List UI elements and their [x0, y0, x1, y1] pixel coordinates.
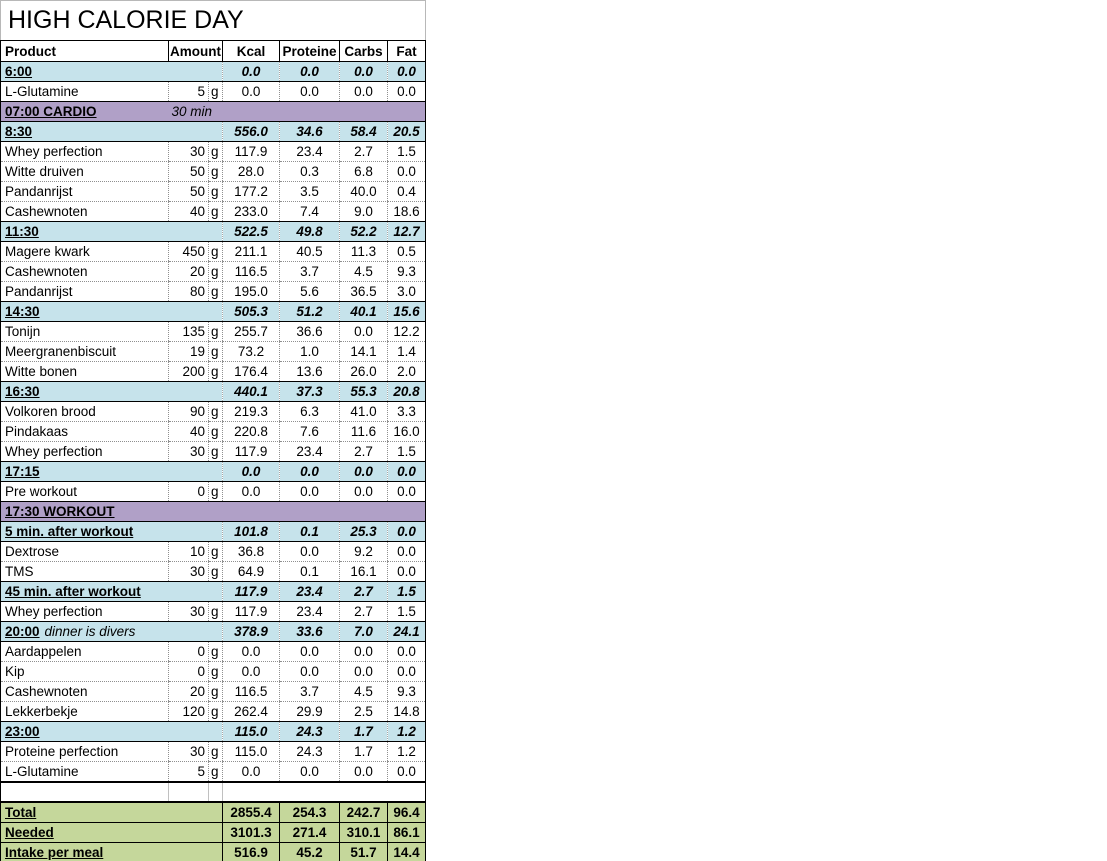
- activity-note-cell[interactable]: 30 min: [169, 102, 223, 122]
- fat-cell[interactable]: 1.4: [388, 342, 426, 362]
- fat-cell[interactable]: 12.7: [388, 222, 426, 242]
- proteine-cell[interactable]: 3.7: [280, 262, 340, 282]
- kcal-cell[interactable]: 117.9: [223, 442, 280, 462]
- item-row: [1, 402, 426, 422]
- fat-cell[interactable]: 0.0: [388, 662, 426, 682]
- product-cell[interactable]: Proteine perfection: [1, 742, 169, 762]
- fat-cell[interactable]: 14.8: [388, 702, 426, 722]
- section-label-cell[interactable]: 8:30: [1, 122, 223, 142]
- fat-cell[interactable]: 0.0: [388, 462, 426, 482]
- fat-cell[interactable]: 15.6: [388, 302, 426, 322]
- empty-cell[interactable]: [209, 782, 223, 802]
- amount-cell[interactable]: 10: [169, 542, 209, 562]
- product-cell[interactable]: Pandanrijst: [1, 182, 169, 202]
- empty-row: [1, 782, 426, 802]
- fat-cell[interactable]: 96.4: [388, 802, 426, 823]
- meal-table: [0, 40, 426, 861]
- fat-cell[interactable]: 0.0: [388, 62, 426, 82]
- carbs-cell[interactable]: 11.3: [340, 242, 388, 262]
- kcal-cell[interactable]: 0.0: [223, 762, 280, 783]
- proteine-cell[interactable]: 0.3: [280, 162, 340, 182]
- item-row: [1, 262, 426, 282]
- product-cell[interactable]: Kip: [1, 662, 169, 682]
- unit-cell[interactable]: g: [209, 202, 223, 222]
- product-cell[interactable]: Witte druiven: [1, 162, 169, 182]
- carbs-cell[interactable]: 9.0: [340, 202, 388, 222]
- section-row: [1, 522, 426, 542]
- proteine-cell[interactable]: 23.4: [280, 142, 340, 162]
- carbs-cell[interactable]: 41.0: [340, 402, 388, 422]
- amount-cell[interactable]: 135: [169, 322, 209, 342]
- carbs-cell[interactable]: 4.5: [340, 682, 388, 702]
- fat-cell[interactable]: 0.0: [388, 562, 426, 582]
- total-label-cell[interactable]: Intake per meal: [1, 843, 223, 861]
- column-header-carbs[interactable]: Carbs: [340, 41, 388, 62]
- product-cell[interactable]: Cashewnoten: [1, 202, 169, 222]
- item-row: [1, 742, 426, 762]
- fat-cell[interactable]: 2.0: [388, 362, 426, 382]
- column-header-product[interactable]: Product: [1, 41, 169, 62]
- fat-cell[interactable]: 86.1: [388, 823, 426, 843]
- amount-cell[interactable]: 30: [169, 742, 209, 762]
- fat-cell[interactable]: 0.0: [388, 642, 426, 662]
- proteine-cell[interactable]: 40.5: [280, 242, 340, 262]
- amount-cell[interactable]: 20: [169, 262, 209, 282]
- fat-cell[interactable]: 1.5: [388, 442, 426, 462]
- fat-cell[interactable]: 20.8: [388, 382, 426, 402]
- product-cell[interactable]: Cashewnoten: [1, 682, 169, 702]
- fat-cell[interactable]: 9.3: [388, 682, 426, 702]
- item-row: [1, 362, 426, 382]
- total-label-cell[interactable]: Needed: [1, 823, 223, 843]
- fat-cell[interactable]: 0.0: [388, 762, 426, 783]
- unit-cell[interactable]: g: [209, 402, 223, 422]
- item-row: [1, 282, 426, 302]
- proteine-cell[interactable]: 23.4: [280, 582, 340, 602]
- kcal-cell[interactable]: 0.0: [223, 82, 280, 102]
- carbs-cell[interactable]: 25.3: [340, 522, 388, 542]
- kcal-cell[interactable]: 0.0: [223, 462, 280, 482]
- item-row: [1, 82, 426, 102]
- unit-cell[interactable]: g: [209, 342, 223, 362]
- unit-cell[interactable]: g: [209, 262, 223, 282]
- carbs-cell[interactable]: 40.1: [340, 302, 388, 322]
- proteine-cell[interactable]: 49.8: [280, 222, 340, 242]
- proteine-cell[interactable]: 34.6: [280, 122, 340, 142]
- empty-cell[interactable]: [223, 782, 280, 802]
- proteine-cell[interactable]: 0.0: [280, 542, 340, 562]
- proteine-cell[interactable]: 13.6: [280, 362, 340, 382]
- unit-cell[interactable]: g: [209, 682, 223, 702]
- carbs-cell[interactable]: 0.0: [340, 462, 388, 482]
- item-row: [1, 182, 426, 202]
- item-row: [1, 542, 426, 562]
- carbs-cell[interactable]: 55.3: [340, 382, 388, 402]
- kcal-cell[interactable]: 233.0: [223, 202, 280, 222]
- unit-cell[interactable]: g: [209, 242, 223, 262]
- kcal-cell[interactable]: 440.1: [223, 382, 280, 402]
- kcal-cell[interactable]: 220.8: [223, 422, 280, 442]
- carbs-cell[interactable]: 2.7: [340, 602, 388, 622]
- section-label-cell[interactable]: 20:00 dinner is divers: [1, 622, 223, 642]
- item-row: [1, 322, 426, 342]
- unit-cell[interactable]: g: [209, 482, 223, 502]
- carbs-cell[interactable]: 2.7: [340, 142, 388, 162]
- unit-cell[interactable]: g: [209, 162, 223, 182]
- item-row: [1, 702, 426, 722]
- page-title: HIGH CALORIE DAY: [8, 6, 244, 34]
- kcal-cell[interactable]: 36.8: [223, 542, 280, 562]
- proteine-cell[interactable]: 0.0: [280, 762, 340, 783]
- unit-cell[interactable]: g: [209, 602, 223, 622]
- empty-cell[interactable]: [388, 782, 426, 802]
- section-label-cell[interactable]: 6:00: [1, 62, 223, 82]
- proteine-cell[interactable]: 37.3: [280, 382, 340, 402]
- kcal-cell[interactable]: 116.5: [223, 262, 280, 282]
- item-row: [1, 422, 426, 442]
- product-cell[interactable]: L-Glutamine: [1, 762, 169, 783]
- activity-row: [1, 102, 426, 122]
- total-row: [1, 843, 426, 861]
- proteine-cell[interactable]: 1.0: [280, 342, 340, 362]
- amount-cell[interactable]: 19: [169, 342, 209, 362]
- fat-cell[interactable]: 3.3: [388, 402, 426, 422]
- item-row: [1, 762, 426, 783]
- kcal-cell[interactable]: 556.0: [223, 122, 280, 142]
- amount-cell[interactable]: 30: [169, 442, 209, 462]
- fat-cell[interactable]: 0.0: [388, 82, 426, 102]
- product-cell[interactable]: Volkoren brood: [1, 402, 169, 422]
- product-cell[interactable]: Magere kwark: [1, 242, 169, 262]
- carbs-cell[interactable]: 310.1: [340, 823, 388, 843]
- proteine-cell[interactable]: 0.0: [280, 662, 340, 682]
- kcal-cell[interactable]: 115.0: [223, 742, 280, 762]
- item-row: [1, 602, 426, 622]
- product-cell[interactable]: Whey perfection: [1, 442, 169, 462]
- product-cell[interactable]: Witte bonen: [1, 362, 169, 382]
- empty-cell[interactable]: [169, 782, 209, 802]
- amount-cell[interactable]: 0: [169, 642, 209, 662]
- product-cell[interactable]: Whey perfection: [1, 602, 169, 622]
- kcal-cell[interactable]: 211.1: [223, 242, 280, 262]
- fat-cell[interactable]: 9.3: [388, 262, 426, 282]
- header-row: [1, 41, 426, 62]
- proteine-cell[interactable]: 51.2: [280, 302, 340, 322]
- product-cell[interactable]: Cashewnoten: [1, 262, 169, 282]
- carbs-cell[interactable]: 9.2: [340, 542, 388, 562]
- carbs-cell[interactable]: 0.0: [340, 482, 388, 502]
- unit-cell[interactable]: g: [209, 542, 223, 562]
- unit-cell[interactable]: g: [209, 742, 223, 762]
- item-row: [1, 662, 426, 682]
- fat-cell[interactable]: 0.0: [388, 542, 426, 562]
- proteine-cell[interactable]: 36.6: [280, 322, 340, 342]
- carbs-cell[interactable]: 242.7: [340, 802, 388, 823]
- carbs-cell[interactable]: 0.0: [340, 662, 388, 682]
- amount-cell[interactable]: 50: [169, 162, 209, 182]
- section-row: [1, 722, 426, 742]
- carbs-cell[interactable]: 6.8: [340, 162, 388, 182]
- section-label-cell[interactable]: 45 min. after workout: [1, 582, 223, 602]
- section-row: [1, 122, 426, 142]
- amount-cell[interactable]: 20: [169, 682, 209, 702]
- activity-row: [1, 502, 426, 522]
- total-row: [1, 802, 426, 823]
- carbs-cell[interactable]: 0.0: [340, 322, 388, 342]
- proteine-cell[interactable]: 0.0: [280, 482, 340, 502]
- column-header-fat[interactable]: Fat: [388, 41, 426, 62]
- product-cell[interactable]: Lekkerbekje: [1, 702, 169, 722]
- unit-cell[interactable]: g: [209, 142, 223, 162]
- proteine-cell[interactable]: 0.1: [280, 522, 340, 542]
- amount-cell[interactable]: 40: [169, 202, 209, 222]
- kcal-cell[interactable]: 505.3: [223, 302, 280, 322]
- product-cell[interactable]: Dextrose: [1, 542, 169, 562]
- proteine-cell[interactable]: 5.6: [280, 282, 340, 302]
- item-row: [1, 682, 426, 702]
- amount-cell[interactable]: 450: [169, 242, 209, 262]
- proteine-cell[interactable]: 24.3: [280, 742, 340, 762]
- item-row: [1, 202, 426, 222]
- proteine-cell[interactable]: 45.2: [280, 843, 340, 861]
- fat-cell[interactable]: 16.0: [388, 422, 426, 442]
- fat-cell[interactable]: 12.2: [388, 322, 426, 342]
- proteine-cell[interactable]: 6.3: [280, 402, 340, 422]
- section-label-cell[interactable]: 16:30: [1, 382, 223, 402]
- carbs-cell[interactable]: 1.7: [340, 742, 388, 762]
- activity-label-cell[interactable]: 17:30 WORKOUT: [1, 502, 169, 522]
- proteine-cell[interactable]: 7.4: [280, 202, 340, 222]
- unit-cell[interactable]: g: [209, 422, 223, 442]
- amount-cell[interactable]: 50: [169, 182, 209, 202]
- proteine-cell[interactable]: 254.3: [280, 802, 340, 823]
- amount-cell[interactable]: 80: [169, 282, 209, 302]
- section-label-cell[interactable]: 5 min. after workout: [1, 522, 223, 542]
- proteine-cell[interactable]: 7.6: [280, 422, 340, 442]
- proteine-cell[interactable]: 23.4: [280, 442, 340, 462]
- proteine-cell[interactable]: 0.0: [280, 462, 340, 482]
- kcal-cell[interactable]: 176.4: [223, 362, 280, 382]
- product-cell[interactable]: Aardappelen: [1, 642, 169, 662]
- carbs-cell[interactable]: 51.7: [340, 843, 388, 861]
- fat-cell[interactable]: 20.5: [388, 122, 426, 142]
- proteine-cell[interactable]: 24.3: [280, 722, 340, 742]
- fat-cell[interactable]: 1.5: [388, 582, 426, 602]
- item-row: [1, 242, 426, 262]
- carbs-cell[interactable]: 40.0: [340, 182, 388, 202]
- amount-cell[interactable]: 30: [169, 142, 209, 162]
- carbs-cell[interactable]: 58.4: [340, 122, 388, 142]
- kcal-cell[interactable]: 117.9: [223, 142, 280, 162]
- proteine-cell[interactable]: 3.5: [280, 182, 340, 202]
- unit-cell[interactable]: g: [209, 662, 223, 682]
- carbs-cell[interactable]: 2.7: [340, 582, 388, 602]
- amount-cell[interactable]: 30: [169, 562, 209, 582]
- column-header-kcal[interactable]: Kcal: [223, 41, 280, 62]
- proteine-cell[interactable]: 3.7: [280, 682, 340, 702]
- unit-cell[interactable]: g: [209, 762, 223, 783]
- kcal-cell[interactable]: 0.0: [223, 642, 280, 662]
- activity-note-cell[interactable]: [169, 502, 223, 522]
- kcal-cell[interactable]: 117.9: [223, 582, 280, 602]
- carbs-cell[interactable]: 0.0: [340, 82, 388, 102]
- amount-cell[interactable]: 200: [169, 362, 209, 382]
- kcal-cell[interactable]: 116.5: [223, 682, 280, 702]
- proteine-cell[interactable]: 0.0: [280, 82, 340, 102]
- kcal-cell[interactable]: 101.8: [223, 522, 280, 542]
- product-cell[interactable]: Pandanrijst: [1, 282, 169, 302]
- section-label-cell[interactable]: 23:00: [1, 722, 223, 742]
- amount-cell[interactable]: 5: [169, 82, 209, 102]
- fat-cell[interactable]: 1.2: [388, 742, 426, 762]
- unit-cell[interactable]: g: [209, 282, 223, 302]
- unit-cell[interactable]: g: [209, 562, 223, 582]
- amount-cell[interactable]: 40: [169, 422, 209, 442]
- product-cell[interactable]: Pre workout: [1, 482, 169, 502]
- fat-cell[interactable]: 0.0: [388, 482, 426, 502]
- meal-table-body: [1, 62, 426, 861]
- kcal-cell[interactable]: 28.0: [223, 162, 280, 182]
- carbs-cell[interactable]: 4.5: [340, 262, 388, 282]
- proteine-cell[interactable]: 33.6: [280, 622, 340, 642]
- item-row: [1, 482, 426, 502]
- kcal-cell[interactable]: 262.4: [223, 702, 280, 722]
- section-row: [1, 382, 426, 402]
- kcal-cell[interactable]: 516.9: [223, 843, 280, 861]
- empty-cell[interactable]: [1, 782, 169, 802]
- fat-cell[interactable]: 1.5: [388, 602, 426, 622]
- proteine-cell[interactable]: 271.4: [280, 823, 340, 843]
- empty-cell[interactable]: [280, 782, 340, 802]
- activity-spacer-cell[interactable]: [223, 502, 426, 522]
- carbs-cell[interactable]: 0.0: [340, 762, 388, 783]
- section-row: [1, 622, 426, 642]
- fat-cell[interactable]: 0.5: [388, 242, 426, 262]
- unit-cell[interactable]: g: [209, 362, 223, 382]
- section-row: [1, 302, 426, 322]
- kcal-cell[interactable]: 3101.3: [223, 823, 280, 843]
- kcal-cell[interactable]: 219.3: [223, 402, 280, 422]
- fat-cell[interactable]: 0.0: [388, 522, 426, 542]
- column-header-proteine[interactable]: Proteine: [280, 41, 340, 62]
- kcal-cell[interactable]: 2855.4: [223, 802, 280, 823]
- amount-cell[interactable]: 120: [169, 702, 209, 722]
- carbs-cell[interactable]: 2.7: [340, 442, 388, 462]
- unit-cell[interactable]: g: [209, 442, 223, 462]
- section-row: [1, 462, 426, 482]
- kcal-cell[interactable]: 73.2: [223, 342, 280, 362]
- amount-cell[interactable]: 0: [169, 662, 209, 682]
- total-label-cell[interactable]: Total: [1, 802, 223, 823]
- amount-cell[interactable]: 5: [169, 762, 209, 783]
- carbs-cell[interactable]: 26.0: [340, 362, 388, 382]
- kcal-cell[interactable]: 0.0: [223, 662, 280, 682]
- unit-cell[interactable]: g: [209, 182, 223, 202]
- kcal-cell[interactable]: 0.0: [223, 482, 280, 502]
- proteine-cell[interactable]: 23.4: [280, 602, 340, 622]
- fat-cell[interactable]: 1.2: [388, 722, 426, 742]
- kcal-cell[interactable]: 255.7: [223, 322, 280, 342]
- section-label-cell[interactable]: 17:15: [1, 462, 223, 482]
- item-row: [1, 442, 426, 462]
- carbs-cell[interactable]: 14.1: [340, 342, 388, 362]
- carbs-cell[interactable]: 36.5: [340, 282, 388, 302]
- amount-cell[interactable]: 90: [169, 402, 209, 422]
- carbs-cell[interactable]: 1.7: [340, 722, 388, 742]
- item-row: [1, 342, 426, 362]
- carbs-cell[interactable]: 16.1: [340, 562, 388, 582]
- fat-cell[interactable]: 14.4: [388, 843, 426, 861]
- product-cell[interactable]: Whey perfection: [1, 142, 169, 162]
- item-row: [1, 142, 426, 162]
- kcal-cell[interactable]: 64.9: [223, 562, 280, 582]
- kcal-cell[interactable]: 522.5: [223, 222, 280, 242]
- product-cell[interactable]: Pindakaas: [1, 422, 169, 442]
- carbs-cell[interactable]: 2.5: [340, 702, 388, 722]
- carbs-cell[interactable]: 52.2: [340, 222, 388, 242]
- kcal-cell[interactable]: 0.0: [223, 62, 280, 82]
- activity-spacer-cell[interactable]: [223, 102, 426, 122]
- product-cell[interactable]: L-Glutamine: [1, 82, 169, 102]
- product-cell[interactable]: TMS: [1, 562, 169, 582]
- fat-cell[interactable]: 24.1: [388, 622, 426, 642]
- item-row: [1, 642, 426, 662]
- section-row: [1, 222, 426, 242]
- carbs-cell[interactable]: 0.0: [340, 62, 388, 82]
- kcal-cell[interactable]: 177.2: [223, 182, 280, 202]
- section-row: [1, 582, 426, 602]
- title-cell[interactable]: [0, 0, 426, 40]
- carbs-cell[interactable]: 11.6: [340, 422, 388, 442]
- amount-cell[interactable]: 0: [169, 482, 209, 502]
- product-cell[interactable]: Tonijn: [1, 322, 169, 342]
- section-row: [1, 62, 426, 82]
- carbs-cell[interactable]: 7.0: [340, 622, 388, 642]
- fat-cell[interactable]: 1.5: [388, 142, 426, 162]
- section-label-cell[interactable]: 14:30: [1, 302, 223, 322]
- amount-cell[interactable]: 30: [169, 602, 209, 622]
- carbs-cell[interactable]: 0.0: [340, 642, 388, 662]
- fat-cell[interactable]: 3.0: [388, 282, 426, 302]
- fat-cell[interactable]: 0.4: [388, 182, 426, 202]
- proteine-cell[interactable]: 0.0: [280, 62, 340, 82]
- kcal-cell[interactable]: 378.9: [223, 622, 280, 642]
- item-row: [1, 162, 426, 182]
- kcal-cell[interactable]: 115.0: [223, 722, 280, 742]
- unit-cell[interactable]: g: [209, 702, 223, 722]
- unit-cell[interactable]: g: [209, 642, 223, 662]
- total-row: [1, 823, 426, 843]
- item-row: [1, 562, 426, 582]
- section-label-cell[interactable]: 11:30: [1, 222, 223, 242]
- kcal-cell[interactable]: 117.9: [223, 602, 280, 622]
- proteine-cell[interactable]: 29.9: [280, 702, 340, 722]
- kcal-cell[interactable]: 195.0: [223, 282, 280, 302]
- empty-cell[interactable]: [340, 782, 388, 802]
- fat-cell[interactable]: 18.6: [388, 202, 426, 222]
- activity-label-cell[interactable]: 07:00 CARDIO: [1, 102, 169, 122]
- unit-cell[interactable]: g: [209, 82, 223, 102]
- unit-cell[interactable]: g: [209, 322, 223, 342]
- proteine-cell[interactable]: 0.0: [280, 642, 340, 662]
- product-cell[interactable]: Meergranenbiscuit: [1, 342, 169, 362]
- fat-cell[interactable]: 0.0: [388, 162, 426, 182]
- column-header-amount[interactable]: Amount: [169, 41, 223, 62]
- proteine-cell[interactable]: 0.1: [280, 562, 340, 582]
